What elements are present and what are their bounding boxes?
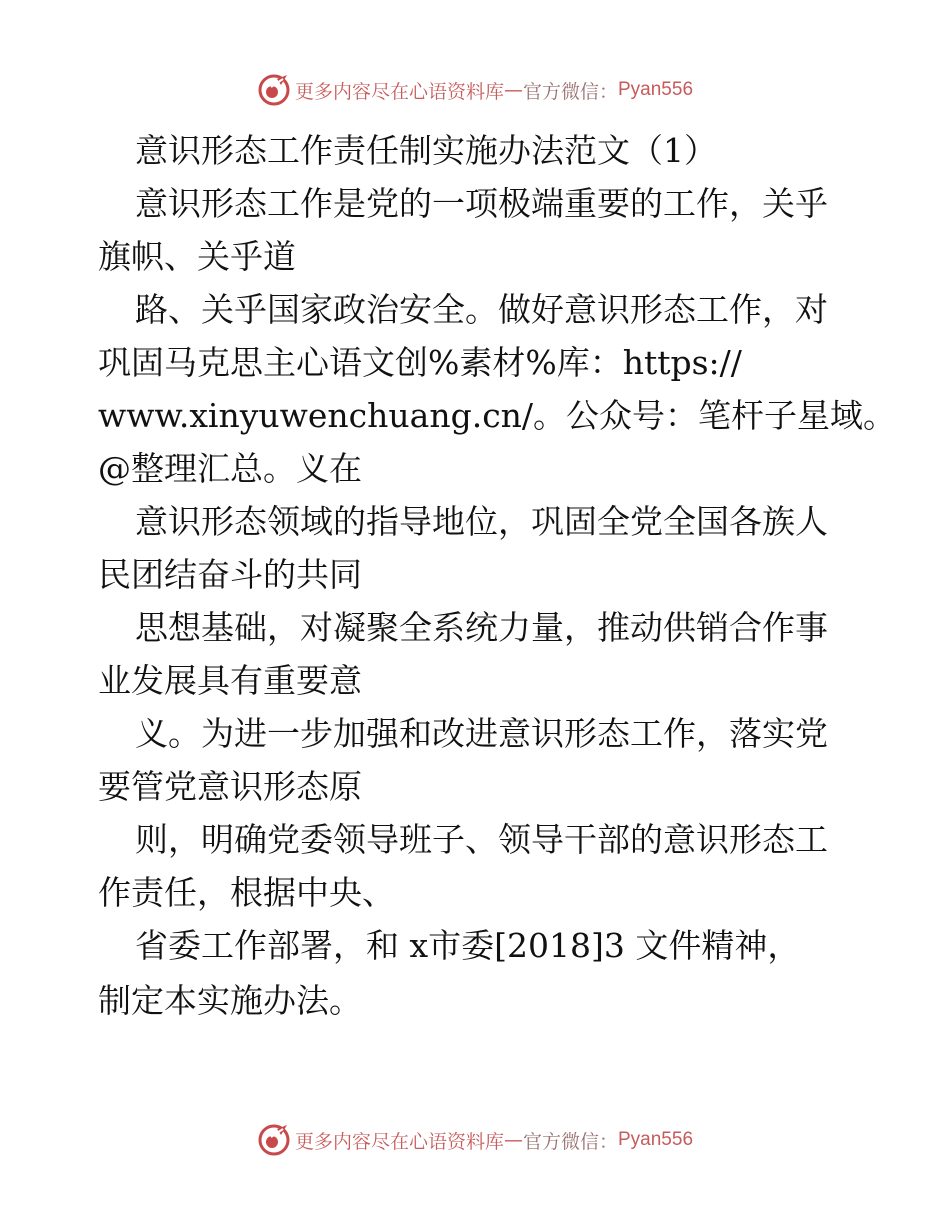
- wechat-id: Pyan556: [618, 79, 694, 100]
- watermark-header: [0, 70, 950, 110]
- watermark-separator: —: [503, 1129, 523, 1151]
- paragraph-line: 意识形态工作是党的一项极端重要的工作，关乎: [135, 184, 828, 223]
- paragraph-line: 巩固马克思主心语文创%素材%库：https://: [98, 343, 742, 382]
- paragraph-line: 省委工作部署，和 x市委[2018]3 文件精神，: [135, 926, 801, 965]
- watermark-text: 更多内容尽在心语资料库: [294, 1130, 504, 1153]
- document-title: 意识形态工作责任制实施办法范文（1）: [135, 131, 717, 170]
- paragraph-line: 制定本实施办法。: [98, 981, 362, 1020]
- paragraph-line: 思想基础，对凝聚全系统力量，推动供销合作事: [135, 608, 828, 647]
- paragraph-line: @整理汇总。义在: [98, 449, 362, 488]
- wechat-label: 官方微信：: [522, 1130, 618, 1153]
- paragraph-line: 则，明确党委领导班子、领导干部的意识形态工: [135, 820, 828, 859]
- paragraph-line: 要管党意识形态原: [98, 767, 362, 806]
- paragraph-line: 民团结奋斗的共同: [98, 555, 362, 594]
- watermark-separator: —: [503, 79, 523, 101]
- paragraph-line: 业发展具有重要意: [98, 661, 362, 700]
- paragraph-line: 意识形态领域的指导地位，巩固全党全国各族人: [135, 502, 828, 541]
- paragraph-line: 旗帜、关乎道: [98, 237, 296, 276]
- brand-logo-icon: [257, 73, 291, 107]
- document-body: [98, 124, 897, 1027]
- paragraph-line: www.xinyuwenchuang.cn/。公众号：笔杆子星域。: [98, 396, 897, 435]
- wechat-label: 官方微信：: [522, 80, 618, 103]
- paragraph-line: 义。为进一步加强和改进意识形态工作，落实党: [135, 714, 828, 753]
- wechat-id: Pyan556: [618, 1129, 694, 1150]
- watermark-text: 更多内容尽在心语资料库: [294, 80, 504, 103]
- paragraph-line: 作责任，根据中央、: [98, 873, 395, 912]
- watermark-footer: [0, 1120, 950, 1160]
- paragraph-line: 路、关乎国家政治安全。做好意识形态工作，对: [135, 290, 828, 329]
- brand-logo-icon: [257, 1123, 291, 1157]
